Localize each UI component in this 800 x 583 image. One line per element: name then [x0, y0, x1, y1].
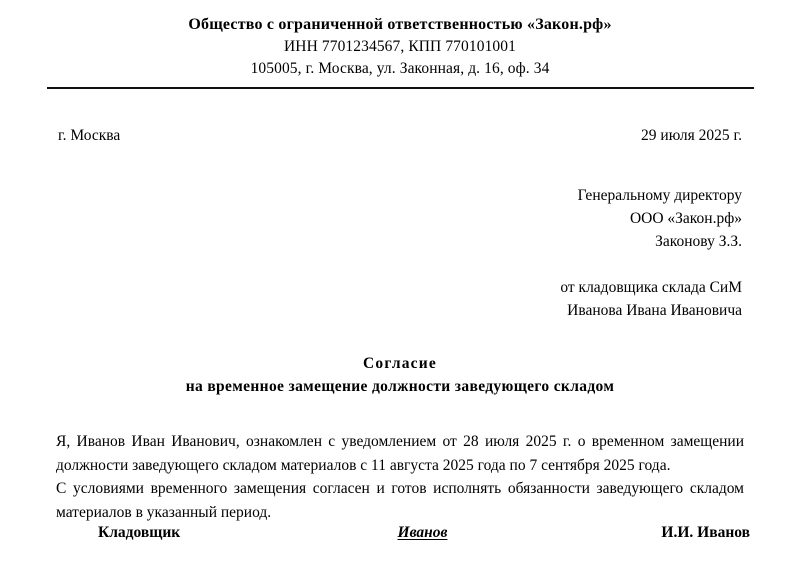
document-title-subtitle: на временное замещение должности заведующего складом [185, 378, 615, 395]
body-paragraph-2: С условиями временного замещения согласен и готов исполнять обязанности заведующего складом материалов в указанный период. [56, 480, 744, 521]
organization-address: 105005, г. Москва, ул. Законная, д. 16, оф. 34 [250, 60, 550, 77]
sender-group [58, 276, 742, 322]
body-paragraph-1: Я, Иванов Иван Иванович, ознакомлен с уведомлением от 28 июля 2025 г. о временном замещении должности заведующего складом материалов с 11 августа 2025 года по 7 сентября 2025 года. [56, 433, 744, 474]
addressee-block [58, 184, 742, 322]
signer-role: Кладовщик [98, 524, 181, 541]
signature-row [50, 523, 750, 543]
organization-tax-ids: ИНН 7701234567, КПП 770101001 [284, 38, 516, 55]
recipient-group [58, 184, 742, 253]
city-date-row [58, 126, 742, 146]
recipient-name: Законову З.З. [655, 233, 742, 250]
handwritten-signature: Иванов [397, 524, 448, 541]
document-title [58, 352, 742, 398]
signature-mark [305, 523, 540, 543]
document-title-main: Согласие [363, 355, 437, 372]
sender-position: от кладовщика склада СиМ [560, 279, 742, 296]
document-body [56, 430, 744, 524]
document-date: 29 июля 2025 г. [641, 127, 742, 144]
organization-name: Общество с ограниченной ответственностью «Закон.рф» [188, 16, 612, 33]
letterhead-divider [47, 87, 754, 89]
recipient-organization: ООО «Закон.рф» [629, 210, 742, 227]
sender-name: Иванова Ивана Ивановича [567, 302, 742, 319]
letterhead [0, 0, 800, 89]
signer-printed-name: И.И. Иванов [661, 524, 750, 541]
recipient-position: Генеральному директору [577, 187, 742, 204]
city-label: г. Москва [58, 127, 121, 144]
